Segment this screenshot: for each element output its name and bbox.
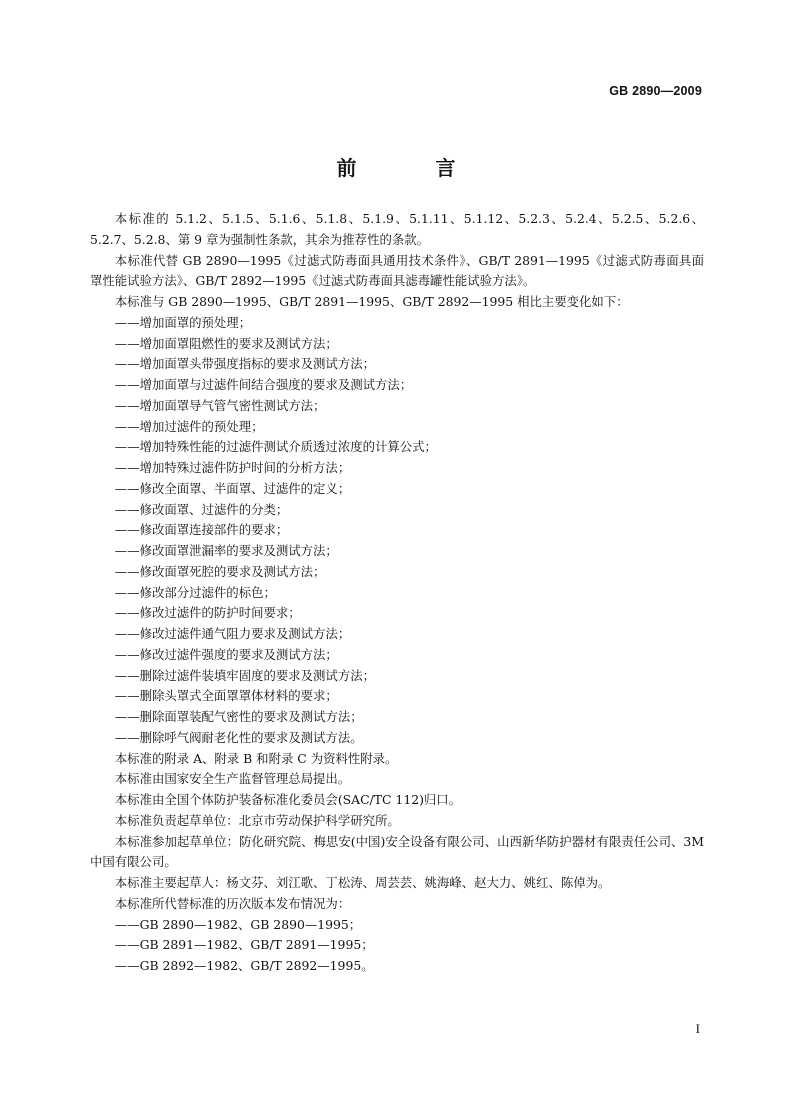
- list-item: ——增加过滤件的预处理；: [114, 418, 264, 434]
- list-item: ——增加面罩导气管气密性测试方法；: [114, 397, 326, 413]
- paragraph-drafters: 本标准主要起草人：杨文芬、刘江歌、丁松涛、周芸芸、姚海峰、赵大力、姚红、陈倬为。: [114, 875, 611, 890]
- list-item: ——删除面罩装配气密性的要求及测试方法；: [114, 709, 363, 724]
- list-item: ——删除呼气阀耐老化性的要求及测试方法。: [114, 729, 363, 745]
- paragraph-annexes: 本标准的附录 A、附录 B 和附录 C 为资料性附录。: [114, 750, 398, 766]
- list-item: ——增加面罩阻燃性的要求及测试方法；: [114, 335, 338, 351]
- page-title: 前 言: [336, 156, 492, 180]
- paragraph-drafting-unit: 本标准负责起草单位：北京市劳动保护科学研究所。: [114, 812, 400, 828]
- paragraph-proposed-by: 本标准由国家安全生产监督管理总局提出。: [114, 771, 351, 787]
- paragraph-centralized-by: 本标准由全国个体防护装备标准化委员会(SAC/TC 112)归口。: [114, 792, 462, 807]
- list-item: ——修改面罩死腔的要求及测试方法；: [114, 563, 326, 579]
- list-item: ——GB 2891—1982、GB/T 2891—1995；: [114, 937, 374, 953]
- list-item: ——修改过滤件的防护时间要求；: [114, 605, 301, 621]
- list-item: ——增加特殊性能的过滤件测试介质透过浓度的计算公式；: [114, 439, 437, 455]
- list-item: ——增加面罩与过滤件间结合强度的要求及测试方法；: [114, 377, 413, 392]
- paragraph-participating-units: 本标准参加起草单位：防化研究院、梅思安(中国)安全设备有限公司、山西新华防护器材有限责任公司、3M 中国有限公司。: [90, 833, 704, 870]
- list-item: ——GB 2892—1982、GB/T 2892—1995。: [114, 958, 374, 973]
- list-item: ——增加面罩头带强度指标的要求及测试方法；: [114, 356, 375, 372]
- page-number: I: [695, 1021, 700, 1036]
- paragraph-mandatory-clauses: 本标准的 5.1.2、5.1.5、5.1.6、5.1.8、5.1.9、5.1.11、5.1.12、5.2.3、5.2.4、5.2.5、5.2.6、5.2.7、5.2.8、第 9 章为强制性条款，其余为推荐性的条款。: [90, 211, 704, 247]
- list-item: ——增加特殊过滤件防护时间的分析方法；: [114, 460, 351, 475]
- standard-code: GB 2890—2009: [609, 84, 702, 98]
- list-item: ——修改面罩、过滤件的分类；: [114, 501, 289, 517]
- paragraph-replaces: 本标准代替 GB 2890—1995《过滤式防毒面具通用技术条件》、GB/T 2891—1995《过滤式防毒面具面罩性能试验方法》、GB/T 2892—1995《过滤式防毒面具滤毒罐性能试验方法》。: [90, 252, 704, 289]
- paragraph-history-intro: 本标准所代替标准的历次版本发布情况为：: [114, 895, 351, 911]
- list-item: ——GB 2890—1982、GB 2890—1995；: [114, 916, 362, 932]
- list-item: ——修改过滤件通气阻力要求及测试方法；: [114, 626, 351, 641]
- foreword-body: [90, 209, 704, 977]
- list-item: ——修改全面罩、半面罩、过滤件的定义；: [114, 480, 351, 496]
- list-item: ——修改部分过滤件的标色；: [114, 584, 276, 600]
- list-item: ——修改面罩连接部件的要求；: [114, 522, 289, 538]
- list-item: ——修改面罩泄漏率的要求及测试方法；: [114, 543, 338, 558]
- list-item: ——增加面罩的预处理；: [114, 314, 252, 330]
- list-item: ——修改过滤件强度的要求及测试方法；: [114, 646, 338, 662]
- list-item: ——删除过滤件装填牢固度的要求及测试方法；: [114, 667, 375, 683]
- paragraph-changes-intro: 本标准与 GB 2890—1995、GB/T 2891—1995、GB/T 2892—1995 相比主要变化如下：: [114, 294, 629, 309]
- list-item: ——删除头罩式全面罩罩体材料的要求；: [114, 688, 338, 704]
